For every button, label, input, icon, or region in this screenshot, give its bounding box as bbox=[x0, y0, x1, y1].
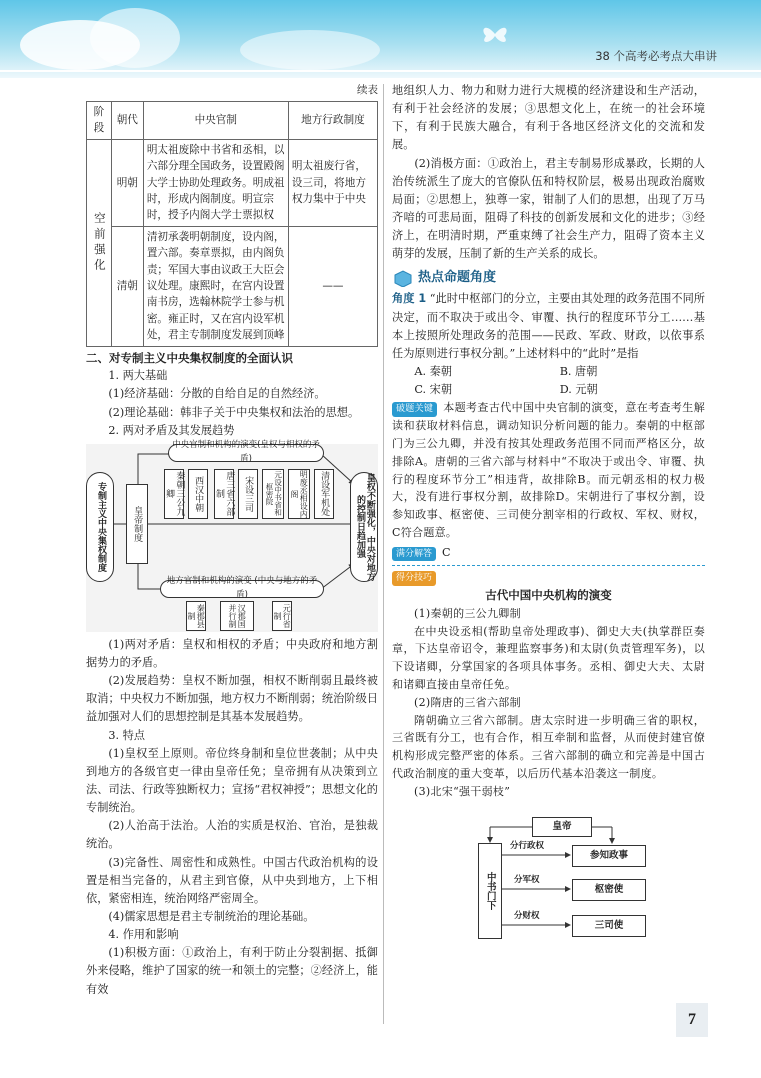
key-text: 本题考查古代中国中央官制的演变，意在考查考生解读和获取材料信息，调动知识分析问题的能力。秦朝的中枢部门为三公九卿，并没有按其处理政务范围不同而严格区分，故排除A。唐朝的三省六部与材料中“不取决于或出令、审覆、执行的程度环节分工”相违背，故排除B。而元朝丞相的权力极大，没有进行事权分割，故排除D。宋朝进行了事权分割，设参知政事、枢密使、三司使分割宰相的行政权、军权、财权，C符合题意。 bbox=[392, 401, 705, 539]
local-evolution-ellipse: 地方官制和机构的演变 (中央与地方的矛盾) bbox=[160, 580, 324, 598]
paragraph: (4)儒家思想是君主专制统治的理论基础。 bbox=[108, 909, 315, 923]
answer-tag: 满分解答 bbox=[392, 547, 436, 562]
local-box: 元行省制 bbox=[272, 601, 292, 631]
option: B. 唐朝 bbox=[559, 365, 598, 379]
result-ellipse: 皇权不断强化，中央对地方的控制日趋加强 bbox=[350, 472, 378, 582]
page-title: 38 个高考必考点大串讲 bbox=[595, 49, 717, 63]
arrow-label: 分财权 bbox=[514, 910, 540, 921]
hot-topic-banner bbox=[392, 267, 705, 288]
central-box: 清设军机处 bbox=[314, 469, 334, 519]
butterfly-icon bbox=[480, 22, 510, 46]
arrow-label: 分行政权 bbox=[510, 840, 545, 851]
canzhi-box: 参知政事 bbox=[572, 845, 646, 867]
table-header: 阶段 bbox=[87, 102, 112, 140]
arrow-label: 分军权 bbox=[514, 874, 540, 885]
central-cell: 明太祖废除中书省和丞相，以六部分理全国政务，设置殿阁大学士协助处理政务。明成祖时，形成内阁制度。明宣宗时，授予内阁大学士票拟权 bbox=[143, 139, 288, 226]
central-box: 西汉中朝 bbox=[188, 469, 208, 519]
central-evolution-ellipse: 中央官制和机构的演变(皇权与相权的矛盾) bbox=[168, 444, 324, 462]
angle-label: 角度 1 bbox=[392, 292, 427, 306]
song-flow-diagram bbox=[462, 807, 662, 947]
tip-title: 古代中国中央机构的演变 bbox=[485, 588, 612, 603]
shumi-box: 枢密使 bbox=[572, 879, 646, 901]
local-box: 秦郡县制 bbox=[186, 601, 206, 631]
emperor-box: 皇帝 bbox=[532, 817, 592, 837]
subheading: 3. 特点 bbox=[108, 728, 145, 742]
central-cell: 清初承袭明朝制度，设内阁，置六部。奏章票拟，由内阁负责；军国大事由议政王大臣会议处理。康熙时，在宫内设置南书房，选翰林院学士参与机密。雍正时，又在宫内设军机处，君主专制制度发展到顶峰 bbox=[143, 226, 288, 346]
system-ellipse: 专制主义中央集权制度 bbox=[86, 472, 114, 582]
emperor-system-box: 皇帝制度 bbox=[126, 484, 148, 564]
tip-divider bbox=[392, 565, 705, 586]
option: D. 元朝 bbox=[559, 383, 598, 397]
cloud-decoration bbox=[90, 8, 180, 68]
table-header: 朝代 bbox=[111, 102, 143, 140]
subheading: 2. 两对矛盾及其发展趋势 bbox=[108, 423, 235, 437]
dynasty-cell: 清朝 bbox=[111, 226, 143, 346]
option: A. 秦朝 bbox=[414, 365, 452, 379]
left-column bbox=[86, 82, 378, 999]
paragraph: (3)完备性、周密性和成熟性。中国古代政治机构的设置是相当完备的，从君主到官僚，从中央到地方，上下相依，紧密相连，统治网络严密周全。 bbox=[86, 855, 378, 905]
paragraph: (1)经济基础：分散的自给自足的自然经济。 bbox=[108, 387, 326, 401]
table-row bbox=[87, 139, 378, 226]
paragraph: 地组织人力、物力和财力进行大规模的经济建设和生产活动，有利于社会经济的发展；③思想文化上，在统一的社会环境下，有利于民族大融合，有利于各地区经济文化的交流和发展。 bbox=[392, 84, 705, 152]
table-header-row bbox=[87, 102, 378, 140]
table-header: 地方行政制度 bbox=[288, 102, 377, 140]
paragraph: (1)两对矛盾：皇权和相权的矛盾；中央政府和地方割据势力的矛盾。 bbox=[86, 637, 378, 670]
central-box: 元设中书省和枢密院 bbox=[262, 469, 284, 519]
dynasty-cell: 明朝 bbox=[111, 139, 143, 226]
continued-label: 续表 bbox=[357, 84, 378, 96]
stage-cell: 空前强化 bbox=[87, 139, 112, 346]
cube-icon bbox=[392, 269, 414, 287]
subheading: 1. 两大基础 bbox=[108, 369, 168, 383]
paragraph: (2)人治高于法治。人治的实质是权治、官治，是独裁统治。 bbox=[86, 819, 378, 851]
contradiction-diagram bbox=[86, 440, 378, 632]
tip-tag: 得分技巧 bbox=[392, 571, 436, 586]
paragraph: (2)消极方面：①政治上，君主专制易形成暴政，长期的人治传统派生了庞大的官僚队伍和特权阶层，极易出现政治腐败局面；②思想上，独尊一家，钳制了人们的思想，出现了万马齐喑的可悲局面，阻碍了科技的创新发展和文化的进步；③经济上，在明清时期，严重束缚了社会生产力，阻碍了资本主义萌芽的发展，压制了新的生产关系的成长。 bbox=[392, 156, 705, 261]
local-box: 汉郡国并行制 bbox=[220, 601, 254, 631]
tip-subheading: (3)北宋“强干弱枝” bbox=[414, 784, 511, 798]
option: C. 宋朝 bbox=[414, 383, 453, 397]
subheading: 4. 作用和影响 bbox=[108, 928, 179, 942]
column-divider bbox=[383, 84, 384, 1024]
central-box: 唐三省六部制 bbox=[214, 469, 234, 519]
options bbox=[392, 363, 705, 399]
central-box: 秦朝三公九卿 bbox=[164, 469, 184, 519]
answer bbox=[392, 544, 705, 562]
key-tag: 破题关键 bbox=[392, 402, 437, 417]
section-heading: 二、对专制主义中央集权制度的全面认识 bbox=[86, 350, 293, 365]
central-box: 明废丞相设内阁 bbox=[290, 469, 309, 518]
official-system-table bbox=[86, 101, 378, 347]
local-cell: 明太祖废行省，设三司，将地方权力集中于中央 bbox=[288, 139, 377, 226]
table-header: 中央官制 bbox=[143, 102, 288, 140]
tip-paragraph: 在中央设丞相(帮助皇帝处理政事)、御史大夫(执掌群臣奏章，下达皇帝诏令，兼理监察事务)和太尉(负责管理军务)，以下设诸卿，分掌国家的各项具体事务。丞相、御史大夫、太尉和诸卿直接由皇帝任免。 bbox=[392, 624, 705, 691]
hot-topic-title: 热点命题角度 bbox=[418, 270, 497, 286]
tip-paragraph: 隋朝确立三省六部制。唐太宗时进一步明确三省的职权，三省既有分工，也有合作，相互牵制和监督，从而使封建官僚机构形成完整严密的体系。三省六部制的确立和完善是中国古代政治制度的重大变革，以后历代基本沿袭这一制度。 bbox=[392, 713, 705, 781]
right-column bbox=[392, 82, 705, 947]
paragraph: (2)理论基础：韩非子关于中央集权和法治的思想。 bbox=[108, 405, 360, 419]
header-line bbox=[0, 70, 761, 72]
page-header bbox=[0, 0, 761, 78]
zhongshu-box: 中书门下 bbox=[478, 843, 502, 939]
table-row bbox=[87, 226, 378, 346]
paragraph: (1)皇权至上原则。帝位终身制和皇位世袭制；从中央到地方的各级官吏一律由皇帝任免；皇帝拥有从决策到立法、司法、行政等独断权力；宣扬“君权神授”；思想文化的专制统治。 bbox=[86, 746, 378, 815]
answer-text: C bbox=[442, 545, 451, 559]
key-analysis bbox=[392, 399, 705, 542]
local-cell: —— bbox=[288, 226, 377, 346]
question-text: “此时中枢部门的分立，主要由其处理的政务范围不同所决定，而不取决于或出令、审覆、执行的程度环节分工……基本上按照所处理政务的范围——民政、军政、财政，以依事系任为原则进行事权分割。”上述材料中的“此时”是指 bbox=[392, 292, 705, 360]
tip-subheading: (1)秦朝的三公九卿制 bbox=[414, 606, 521, 620]
paragraph: (2)发展趋势：皇权不断加强，相权不断削弱且最终被取消；中央权力不断加强，地方权力不断削弱；统治阶级日益加强对人们的思想控制是其基本发展趋势。 bbox=[86, 674, 378, 724]
sansi-box: 三司使 bbox=[572, 915, 646, 937]
page-number: 7 bbox=[676, 1003, 708, 1037]
cloud-decoration bbox=[240, 30, 380, 70]
question bbox=[392, 290, 705, 363]
tip-subheading: (2)隋唐的三省六部制 bbox=[414, 695, 521, 709]
paragraph: (1)积极方面：①政治上，有利于防止分裂割据、抵御外来侵略，维护了国家的统一和领土的完整；②经济上，能有效 bbox=[86, 946, 378, 996]
central-box: 宋设三司 bbox=[238, 469, 258, 519]
